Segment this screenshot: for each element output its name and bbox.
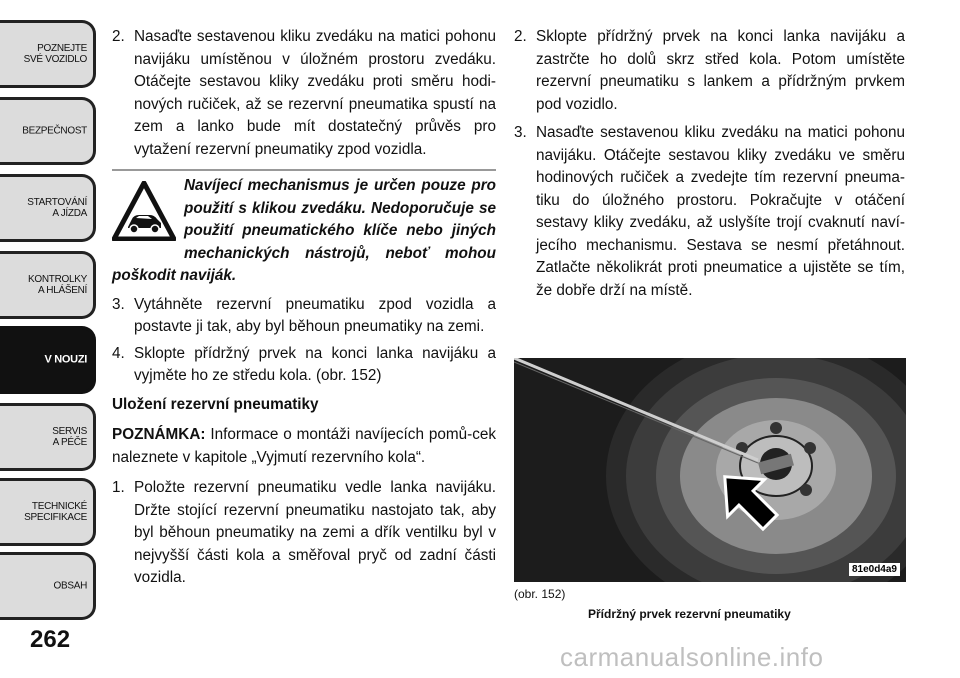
step-item xyxy=(112,26,496,161)
tab-startovani-a-jizda[interactable] xyxy=(0,174,96,242)
tab-poznejte-sve-vozidlo[interactable] xyxy=(0,20,96,88)
spare-tire-illustration xyxy=(514,358,906,582)
watermark: carmanualsonline.info xyxy=(560,642,824,672)
note-label: POZNÁMKA: xyxy=(112,426,206,443)
note-text: Informace o montáži navíjecích pomů-cek naleznete v kapitole „Vyjmutí rezervního kola“. xyxy=(112,426,496,466)
tab-bezpecnost[interactable] xyxy=(0,97,96,165)
tab-label: KONTROLKY A HLÁŠENÍ xyxy=(28,274,87,296)
section-heading: Uložení rezervní pneumatiky xyxy=(112,395,319,413)
tab-label: OBSAH xyxy=(53,580,87,592)
step-text: Nasaďte sestavenou kliku zvedáku na matici pohonu navijáku umístěnou v úložném prostoru zvedáku. Otáčejte sestavou kliky zvedáku proti směru hodi-nových ručiček, až se rezervní pneumatika spustí na zem a lanko bude mít dostatečný průvěs pro vytažení rezervní pneumatiky zpod vozidla. xyxy=(134,28,496,158)
tab-label: STARTOVÁNÍ A JÍZDA xyxy=(27,197,87,219)
step-text: Položte rezervní pneumatiku vedle lanka navijáku. Držte stojící rezervní pneumatiku nastojato tak, aby byl běhoun pneumatiky na zemi a dřík ventilku byl v nejvyšší části kola a směřoval pryč od zadní části vozidla. xyxy=(134,479,496,586)
tab-label: POZNEJTE SVÉ VOZIDLO xyxy=(23,43,87,65)
step-text: Vytáhněte rezervní pneumatiku zpod vozidla a postavte ji tak, aby byl běhoun pneumatiky na zemi. xyxy=(134,295,496,335)
step-item xyxy=(514,122,905,302)
tab-v-nouzi[interactable] xyxy=(0,326,96,394)
step-number: 4. xyxy=(112,344,125,362)
figure-reference: (obr. 152) xyxy=(514,587,566,601)
step-number: 3. xyxy=(514,124,527,141)
step-item xyxy=(112,477,496,590)
warning-box xyxy=(112,169,496,288)
spare-tire-retainer-figure xyxy=(514,358,906,582)
left-column xyxy=(112,26,496,594)
tab-servis-a-pece[interactable] xyxy=(0,403,96,471)
step-number: 1. xyxy=(112,479,125,496)
step-text: Sklopte přídržný prvek na konci lanka navijáku a vyjměte ho ze středu kola. (obr. 152) xyxy=(134,344,496,384)
tab-kontrolky-a-hlaseni[interactable] xyxy=(0,251,96,319)
step-item xyxy=(112,343,496,388)
page-number: 262 xyxy=(30,626,71,653)
tab-label: SERVIS A PÉČE xyxy=(52,426,87,448)
right-column xyxy=(514,26,905,306)
step-text: Nasaďte sestavenou kliku zvedáku na matici pohonu navijáku. Otáčejte sestavou kliky zvedáku ve směru hodinových ručiček a zvedejte tím rezervní pneuma-tiku do úložného prostoru. Pokračujte v otáčení sestavy kliky zvedáku, až uslyšíte trojí cvaknutí naví-jecího mechanismu. Sestava se nesmí přetáhnout. Zatlačte několikrát proti pneumatice a ujistěte se tím, že dobře drží na místě. xyxy=(536,124,905,299)
note-paragraph xyxy=(112,424,496,469)
figure-caption: Přídržný prvek rezervní pneumatiky xyxy=(588,607,791,621)
tab-technicke-specifikace[interactable] xyxy=(0,478,96,546)
tab-label: V NOUZI xyxy=(44,353,87,366)
tab-label: BEZPEČNOST xyxy=(22,125,87,137)
warning-triangle-car-icon xyxy=(112,181,176,241)
step-number: 3. xyxy=(112,295,125,313)
step-number: 2. xyxy=(112,28,125,45)
step-number: 2. xyxy=(514,28,527,45)
figure-code: 81e0d4a9 xyxy=(849,563,900,576)
warning-text: Navíjecí mechanismus je určen pouze pro použití s klikou zvedáku. Nedoporučuje se použití pneumatického klíče nebo jiných mechanických nástrojů, neboť mohou poškodit naviják. xyxy=(112,177,496,284)
chapter-tabs xyxy=(0,0,96,678)
tab-label: TECHNICKÉ SPECIFIKACE xyxy=(24,501,87,523)
tab-obsah[interactable] xyxy=(0,552,96,620)
step-item xyxy=(112,294,496,339)
step-text: Sklopte přídržný prvek na konci lanka navijáku a zastrčte ho dolů skrz střed kola. Potom umístěte rezervní pneumatiku s lankem a přídržným prvkem pod vozidlo. xyxy=(536,28,905,113)
step-item xyxy=(514,26,905,116)
